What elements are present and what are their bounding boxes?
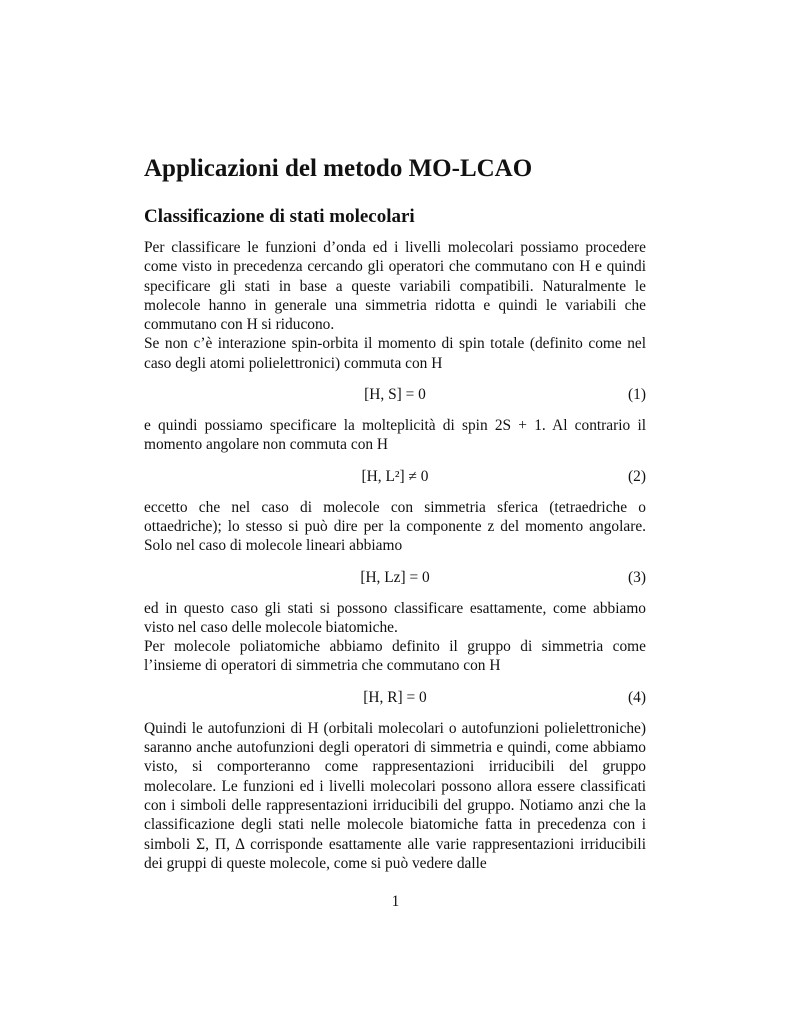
paragraph-multiplicity: e quindi possiamo specificare la molteplicità di spin 2S + 1. Al contrario il momento angolare non commuta con H (144, 417, 646, 454)
paragraph-linear: ed in questo caso gli stati si possono classificare esattamente, come abbiamo visto nel caso delle molecole biatomiche. (144, 599, 646, 636)
equation-1 (144, 385, 646, 405)
equation-expression: [H, S] = 0 (364, 386, 426, 404)
equation-expression: [H, Lz] = 0 (360, 568, 430, 586)
page-content (144, 152, 646, 873)
document-title: Applicazioni del metodo MO-LCAO (144, 155, 533, 182)
paragraph-spin: Se non c’è interazione spin-orbita il momento di spin totale (definito come nel caso degli atomi polielettronici) commuta con H (144, 335, 646, 372)
equation-2 (144, 467, 646, 487)
equation-number: (4) (628, 688, 646, 706)
equation-expression: [H, L²] ≠ 0 (361, 467, 429, 485)
paragraph-eigenfunctions: Quindi le autofunzioni di H (orbitali molecolari o autofunzioni polielettroniche) saranno anche autofunzioni degli operatori di simmetria e quindi, come abbiamo visto, si comporteranno come rappresentazioni irriducibili del gruppo molecolare. Le funzioni ed i livelli molecolari possono allora essere classificati con i simboli delle rappresentazioni irriducibili del gruppo. Notiamo anzi che la classificazione degli stati nelle molecole biatomiche fatta in precedenza con i simboli Σ, Π, Δ corrisponde esattamente alle varie rappresentazioni irriducibili dei gruppi di queste molecole, come si può vedere dalle (144, 719, 646, 872)
equation-3 (144, 568, 646, 588)
page-number: 1 (391, 893, 400, 910)
paragraph-spherical: eccetto che nel caso di molecole con simmetria sferica (tetraedriche o ottaedriche); lo stesso si può dire per la componente z del momento angolare. Solo nel caso di molecole lineari abbiamo (144, 498, 646, 555)
equation-4 (144, 688, 646, 708)
paragraph-polyatomic: Per molecole poliatomiche abbiamo definito il gruppo di simmetria come l’insieme di operatori di simmetria che commutano con H (144, 638, 646, 675)
paragraph-intro: Per classificare le funzioni d’onda ed i livelli molecolari possiamo procedere come visto in precedenza cercando gli operatori che commutano con H e quindi specificare gli stati in base a queste variabili compatibili. Naturalmente le molecole hanno in generale una simmetria ridotta e quindi le variabili che commutano con H si riducono. (144, 239, 646, 334)
equation-number: (2) (628, 467, 646, 485)
section-heading: Classificazione di stati molecolari (144, 206, 415, 227)
equation-number: (1) (628, 386, 646, 404)
equation-number: (3) (628, 568, 646, 586)
equation-expression: [H, R] = 0 (363, 688, 427, 706)
